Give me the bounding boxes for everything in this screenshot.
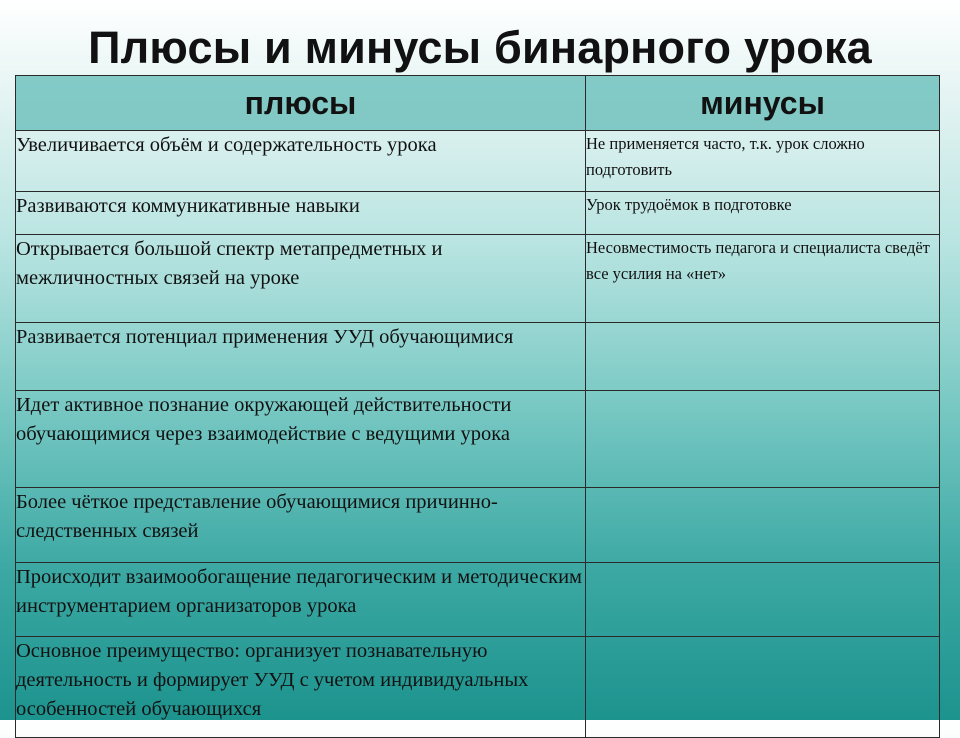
plus-text: Развиваются коммуникативные навыки	[16, 195, 360, 217]
plus-text: Идет активное познание окружающей действительности обучающимися через взаимодействие с ведущими урока	[16, 394, 512, 445]
plus-cell	[16, 131, 586, 192]
plus-cell	[16, 637, 586, 738]
minus-cell	[586, 637, 940, 738]
minus-cell	[586, 235, 940, 323]
table-row	[16, 235, 940, 323]
plus-text: Более чёткое представление обучающимися причинно- следственных связей	[16, 491, 498, 542]
plus-cell	[16, 563, 586, 637]
plus-cell	[16, 488, 586, 563]
table-header-row	[16, 76, 940, 131]
plus-text: Основное преимущество: организует познавательную деятельность и формирует УУД с учетом индивидуальных особенностей обучающихся	[16, 640, 529, 720]
plus-text: Открывается большой спектр метапредметных и межличностных связей на уроке	[16, 238, 443, 289]
minus-cell	[586, 488, 940, 563]
minus-text: Несовместимость педагога и специалиста сведёт все усилия на «нет»	[586, 238, 930, 283]
minus-text: Урок трудоёмок в подготовке	[586, 195, 792, 214]
pros-cons-table	[15, 75, 940, 738]
minus-cell	[586, 323, 940, 391]
plus-cell	[16, 235, 586, 323]
table-row	[16, 391, 940, 488]
plus-cell	[16, 192, 586, 235]
plus-text: Происходит взаимообогащение педагогическим и методическим инструментарием организаторов урока	[16, 566, 583, 617]
header-plus: плюсы	[16, 76, 586, 131]
table-row	[16, 563, 940, 637]
minus-text: Не применяется часто, т.к. урок сложно подготовить	[586, 134, 865, 179]
table-row	[16, 131, 940, 192]
page-title: Плюсы и минусы бинарного урока	[88, 22, 872, 73]
minus-cell	[586, 563, 940, 637]
table-row	[16, 323, 940, 391]
plus-text: Увеличивается объём и содержательность урока	[16, 134, 437, 156]
minus-cell	[586, 192, 940, 235]
minus-cell	[586, 391, 940, 488]
plus-cell	[16, 391, 586, 488]
plus-text: Развивается потенциал применения УУД обучающимися	[16, 326, 514, 348]
table-row	[16, 637, 940, 738]
minus-cell	[586, 131, 940, 192]
plus-cell	[16, 323, 586, 391]
table-row	[16, 488, 940, 563]
table-row	[16, 192, 940, 235]
header-minus: минусы	[586, 76, 940, 131]
